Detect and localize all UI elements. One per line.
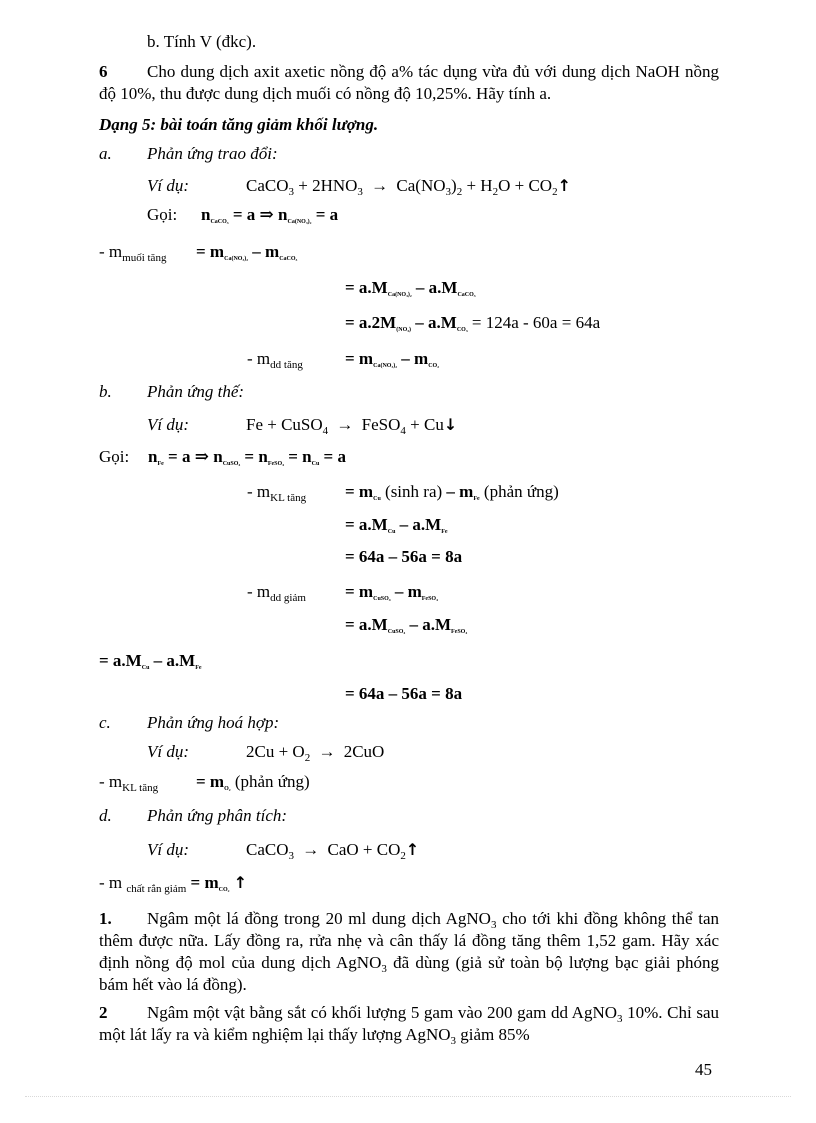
calc-b-5: = 64a – 56a = 8a [345,684,463,703]
goi-label-b: Gọi: [99,447,130,466]
calc-a-1: = a.MCa(NO₃)₂ – a.MCaCO₃ [345,278,476,298]
exercise-1-text: Ngâm một lá đồng trong 20 ml dung dịch AgNO$_3$ cho tới khi đồng không thể tan thêm được nữa. Lấy đồng ra, rửa nhẹ và cân thấy lá đồng tăng thêm 1,52 gam. Hãy xác định nồng độ mol của dung dịch AgNO$_3$ đã dùng (giả sử toàn bộ lượng bạc giải phóng bám hết vào lá đồng). [99,909,719,994]
page-bottom-border [25,1096,791,1097]
m-dd-giam: - $m_{dd giảm}$ [247,582,306,604]
calc-b-3: = a.MCuSO₄ – a.MFeSO₄ [345,615,468,635]
m-dd-giam-formula: = mCuSO₄ – mFeSO₄ [345,582,438,602]
section-heading-dang5: Dạng 5: bài toán tăng giảm khối lượng. [99,115,379,134]
example-label-d: Ví dụ: [147,840,190,859]
m-dd-tang: - $m_{dd tăng}$ [247,349,303,371]
m-muoi-tang-formula: = mCa(NO₃)₂ – mCaCO₃ [196,242,298,262]
m-muoi-tang: - $m_{muối tăng}$ [99,242,167,264]
calc-b-1: = a.MCu – a.MFe [345,515,448,535]
phan-ung-b: (phản ứng) [483,482,559,501]
equation-b: Fe + CuSO$_4$ → FeSO$_4$ + Cu↓ [246,415,458,437]
page-number: 45 [695,1060,712,1079]
example-label-c: Ví dụ: [147,742,190,761]
exercise-2-number: 2 [99,1003,108,1022]
exercise-2-text: Ngâm một vật bằng sắt có khối lượng 5 gam vào 200 gam dd AgNO$_3$ 10%. Chỉ sau một lát lấy ra và kiểm nghiệm lại thấy lượng AgNO$_3$ giảm 85% [99,1003,719,1047]
m-chat-ran-giam: - m $_{chất rắn giảm}$ = mCO₂ ↑ [99,873,248,895]
line-b: b. Tính V (đkc). [147,32,257,51]
m-kl-tang-c-formula: = mO₂ (phản ứng) [196,772,310,792]
problem-6-text: Cho dung dịch axit axetic nồng độ a% tác dụng vừa đủ với dung dịch NaOH nồng độ 10%, thu được dung dịch muối có nồng độ 10,25%. Hãy tính a. [99,62,719,103]
equation-a: CaCO$_3$ + $2HNO_3 \to Ca(NO_3)_2 + H_2O$ + $CO_2↑$ [246,176,571,198]
subsection-title-c: Phản ứng hoá hợp: [147,713,280,732]
goi-label-a: Gọi: [147,205,178,224]
m-kl-tang-b: - $m_{KL tăng}$ [247,482,307,504]
subsection-label-b: b. [99,382,112,401]
m-kl-tang-c: - $m_{KL tăng}$ [99,772,159,794]
subsection-title-a: Phản ứng trao đổi: [147,144,278,163]
problem-6-number: 6 [99,62,108,81]
subsection-title-b: Phản ứng thế: [147,382,245,401]
phan-ung-c: (phản ứng) [234,772,310,791]
goi-formula-a: nCaCO₃ = a ⇒ nCa(NO₃)₂ = a [201,205,339,225]
equation-d: CaCO$_3$ → CaO + $CO_2↑$ [246,840,420,862]
subsection-label-a: a. [99,144,112,163]
equation-c: $2Cu + O_2 \to 2CuO$ [246,742,385,764]
exercise-1-number: 1. [99,909,112,928]
calc-a-2: = a.2M(NO₃) – a.MCO₃ = 124a - 60a = 64a [345,313,601,333]
subsection-label-c: c. [99,713,111,732]
goi-formula-b: nFe = a ⇒ nCuSO₄ = nFeSO₄ = nCu = a [148,447,346,467]
example-label-b: Ví dụ: [147,415,190,434]
example-label-a: Ví dụ: [147,176,190,195]
subsection-label-d: d. [99,806,112,825]
calc-b-2: = 64a – 56a = 8a [345,547,463,566]
subsection-title-d: Phản ứng phân tích: [147,806,288,825]
calc-b-4: = a.MCu – a.MFe [99,651,202,671]
m-kl-tang-b-formula: = mCu (sinh ra) – mFe (phản ứng) [345,482,559,502]
sinh-ra: (sinh ra) [385,482,443,501]
m-dd-tang-formula: = mCa(NO₃)₂ – mCO₂ [345,349,440,369]
calc-a-2-result: = 124a - 60a = 64a [471,313,601,332]
